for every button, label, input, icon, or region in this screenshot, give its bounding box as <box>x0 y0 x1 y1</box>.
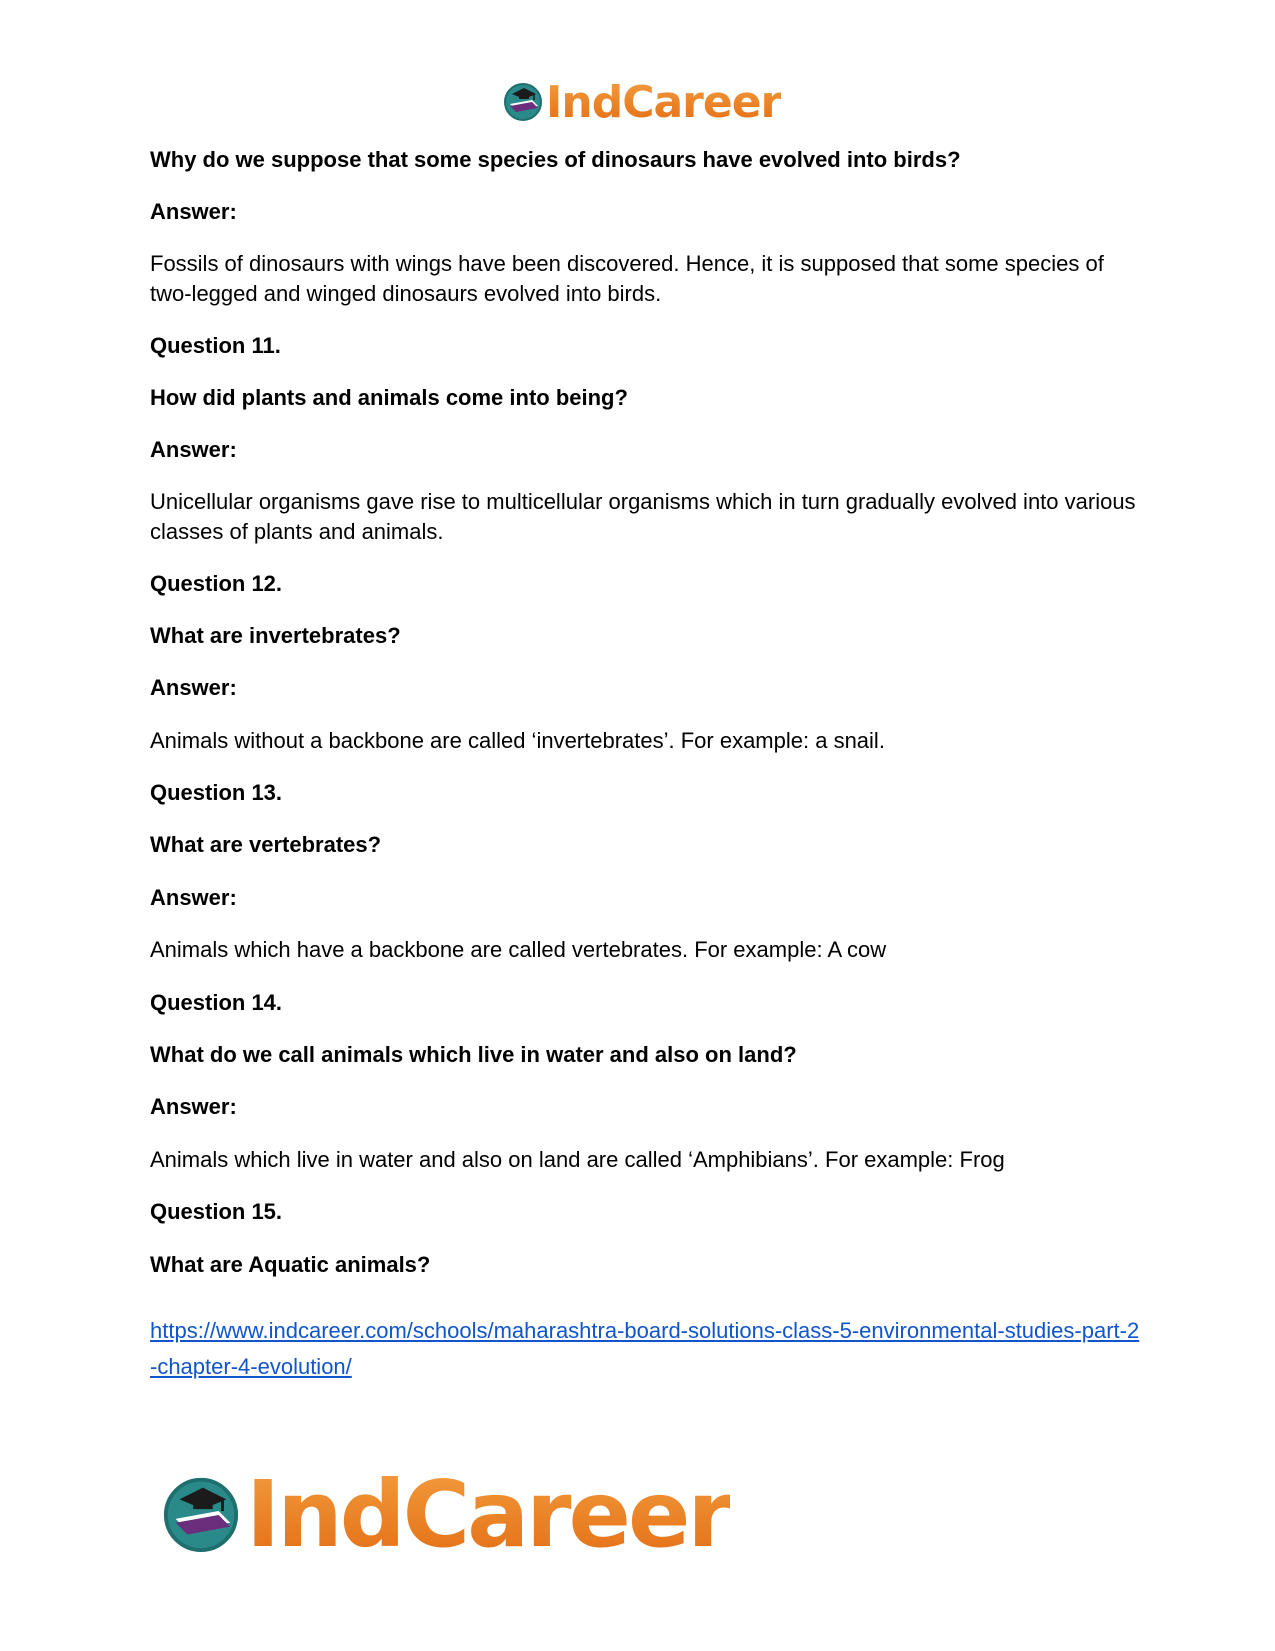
question-13-text: What are vertebrates? <box>150 832 382 857</box>
question-14-label: Question 14. <box>150 990 283 1015</box>
question-15-text: What are Aquatic animals? <box>150 1252 431 1277</box>
answer-text: Animals which have a backbone are called vertebrates. For example: A cow <box>150 937 887 962</box>
answer-text: Animals without a backbone are called ‘invertebrates’. For example: a snail. <box>150 728 885 753</box>
question-10-text: Why do we suppose that some species of dinosaurs have evolved into birds? <box>150 147 961 172</box>
question-14-text: What do we call animals which live in water and also on land? <box>150 1042 797 1067</box>
question-12-text: What are invertebrates? <box>150 623 401 648</box>
answer-label: Answer: <box>150 437 237 462</box>
question-12-label: Question 12. <box>150 571 283 596</box>
question-11-label: Question 11. <box>150 333 281 358</box>
question-15-label: Question 15. <box>150 1199 283 1224</box>
answer-text: Unicellular organisms gave rise to multicellular organisms which in turn gradually evolved into various classes of plants and animals. <box>150 489 1136 544</box>
graduation-book-globe-icon <box>502 80 544 127</box>
footer-logo <box>160 1461 730 1568</box>
question-11-text: How did plants and animals come into being? <box>150 385 628 410</box>
source-link[interactable]: https://www.indcareer.com/schools/maharashtra-board-solutions-class-5-environmental-studies-part-2-chapter-4-evolution/ <box>150 1318 1140 1379</box>
answer-text: Animals which live in water and also on land are called ‘Amphibians’. For example: Frog <box>150 1147 1005 1172</box>
answer-label: Answer: <box>150 1094 237 1119</box>
logo-wordmark: IndCareer <box>546 77 782 128</box>
graduation-book-globe-icon <box>160 1472 242 1559</box>
header-logo <box>502 78 781 128</box>
answer-text: Fossils of dinosaurs with wings have been discovered. Hence, it is supposed that some species of two-legged and winged dinosaurs evolved into birds. <box>150 251 1104 306</box>
logo-wordmark: IndCareer <box>246 1461 730 1568</box>
question-13-label: Question 13. <box>150 780 283 805</box>
answer-label: Answer: <box>150 675 237 700</box>
answer-label: Answer: <box>150 199 237 224</box>
answer-label: Answer: <box>150 885 237 910</box>
